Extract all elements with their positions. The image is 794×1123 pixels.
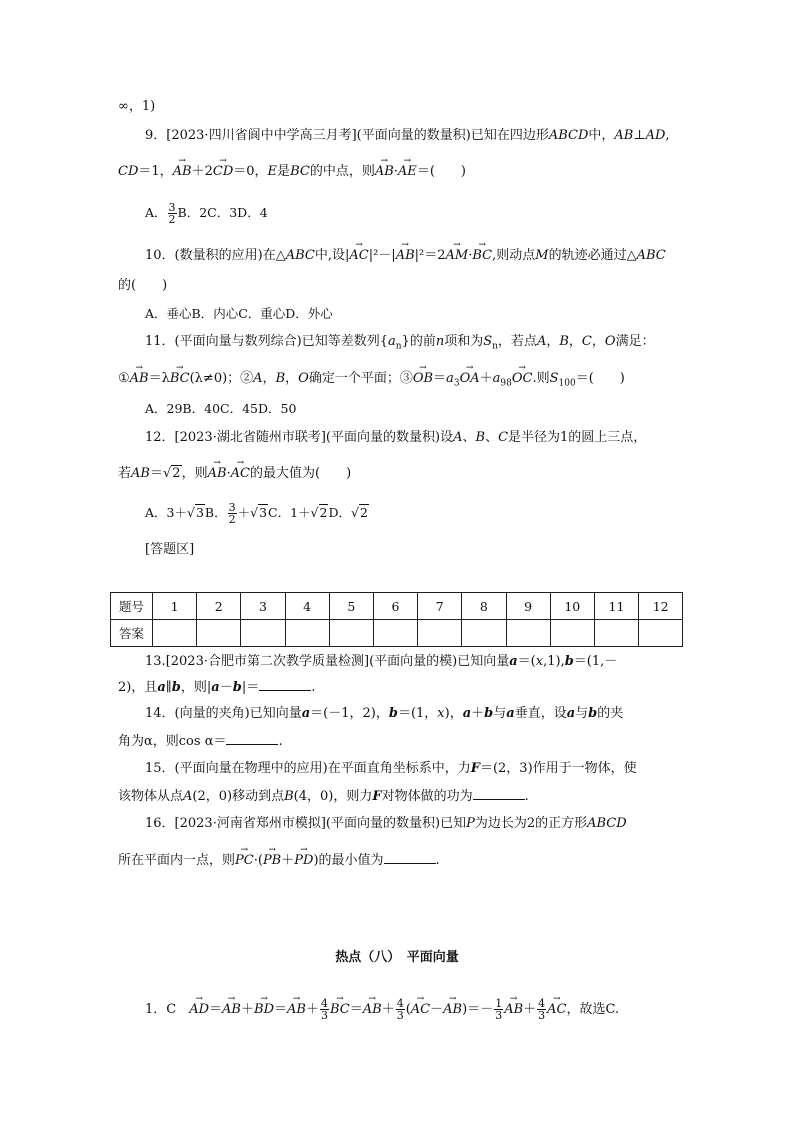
- question-number-cell: 1: [153, 593, 197, 620]
- question-14-line-2: 角为α，则cos α＝ .: [118, 734, 283, 749]
- question-10-line-2: 的( ): [118, 278, 168, 293]
- question-9-line-1: 9．[2023·四川省阆中中学高三月考](平面向量的数量积)已知在四边形ABCD中，AB⊥AD,: [145, 128, 670, 143]
- question-9-line-2: CD＝1，→ AB＋2→ CD＝0，E是BC的中点，则→ AB·→ AE＝( ): [118, 160, 466, 181]
- question-12-options: A．3＋√3B． $\frac{3}{2}$ ＋√3C．1＋√2D．√2: [145, 501, 368, 526]
- answer-table-number-row: [111, 593, 683, 620]
- question-number-cell: 6: [373, 593, 417, 620]
- question-number-cell: 9: [506, 593, 550, 620]
- previous-question-fragment: ∞，1): [118, 99, 156, 114]
- answer-cell[interactable]: [197, 620, 241, 647]
- question-16-line-2: 所在平面内一点，则→ PC·(→ PB＋→ PD)的最小值为 .: [118, 849, 440, 870]
- question-12-line-1: 12．[2023·湖北省随州市联考](平面向量的数量积)设A、B、C是半径为1的圆上三点，: [145, 430, 647, 445]
- question-number-cell: 11: [594, 593, 638, 620]
- section-title: 热点（八） 平面向量: [335, 950, 459, 965]
- answer-cell[interactable]: [462, 620, 506, 647]
- question-number-cell: 4: [285, 593, 329, 620]
- answer-cell[interactable]: [594, 620, 638, 647]
- answer-cell[interactable]: [418, 620, 462, 647]
- answer-cell[interactable]: [373, 620, 417, 647]
- question-10-line-1: 10．(数量积的应用)在△ABC中,设|→ AC|²－|→ AB|²＝2→ AM·→ BC,则动点M的轨迹必通过△ABC: [145, 244, 666, 265]
- solution-1: 1．C → AD＝→ AB＋→ BD＝→ AB＋ $\frac{4}{3}$ → BC＝→ AB＋ $\frac{4}{3}$ (→ AC－→ AB)＝－ $\frac{1}{3}$ → AB＋ $\frac{4}{3}$ → AC，故选C.: [145, 998, 619, 1021]
- table-header-answer: 答案: [111, 620, 153, 647]
- question-number-cell: 2: [197, 593, 241, 620]
- question-14-line-1: 14．(向量的夹角)已知向量a＝(－1，2)，b＝(1，x)，a＋b与a垂直，设a与b的夹: [145, 706, 624, 721]
- question-15-line-2: 该物体从点A(2，0)移动到点B(4，0)，则力F对物体做的功为 .: [118, 789, 529, 804]
- question-11-options: A．29B．40C．45D．50: [145, 401, 297, 416]
- question-number-cell: 10: [550, 593, 594, 620]
- question-number-cell: 8: [462, 593, 506, 620]
- question-number-cell: 3: [241, 593, 285, 620]
- answer-cell[interactable]: [241, 620, 285, 647]
- question-15-line-1: 15．(平面向量在物理中的应用)在平面直角坐标系中，力F＝(2，3)作用于一物体，使: [145, 761, 637, 776]
- answer-cell[interactable]: [506, 620, 550, 647]
- question-9-options: A． $\frac{3}{2}$ B．2C．3D．4: [145, 201, 268, 226]
- table-header-number: 题号: [111, 593, 153, 620]
- question-number-cell: 12: [639, 593, 683, 620]
- question-11-line-1: 11．(平面向量与数列综合)已知等差数列$\{a_n\}$的前n项和为$S_n$，若点A，B，C，O满足：: [145, 334, 655, 352]
- question-10-options: A．垂心B．内心C．重心D．外心: [145, 306, 333, 321]
- question-number-cell: 5: [329, 593, 373, 620]
- answer-cell[interactable]: [329, 620, 373, 647]
- answer-table: [110, 592, 683, 647]
- question-12-line-2: 若AB＝√2，则→ AB·→ AC的最大值为( ): [118, 462, 351, 483]
- question-16-line-1: 16．[2023·河南省郑州市模拟](平面向量的数量积)已知P为边长为2的正方形ABCD: [145, 816, 627, 831]
- answer-cell[interactable]: [639, 620, 683, 647]
- answer-area-label: [答题区]: [145, 542, 195, 557]
- question-13-line-1: 13.[2023·合肥市第二次教学质量检测](平面向量的模)已知向量a＝(x,1),b＝(1,－: [145, 654, 618, 669]
- answer-cell[interactable]: [153, 620, 197, 647]
- answer-cell[interactable]: [285, 620, 329, 647]
- answer-table-answer-row: [111, 620, 683, 647]
- question-number-cell: 7: [418, 593, 462, 620]
- answer-cell[interactable]: [550, 620, 594, 647]
- question-13-line-2: 2)，且a∥b，则|a－b|＝ .: [118, 680, 316, 695]
- question-11-line-2: ①→ AB＝λ→ BC(λ≠0)；②A，B，O确定一个平面；③→ $OB=a_3\to OA+a_{98}\to$ OC.则$S_{100}=$( ): [118, 367, 625, 393]
